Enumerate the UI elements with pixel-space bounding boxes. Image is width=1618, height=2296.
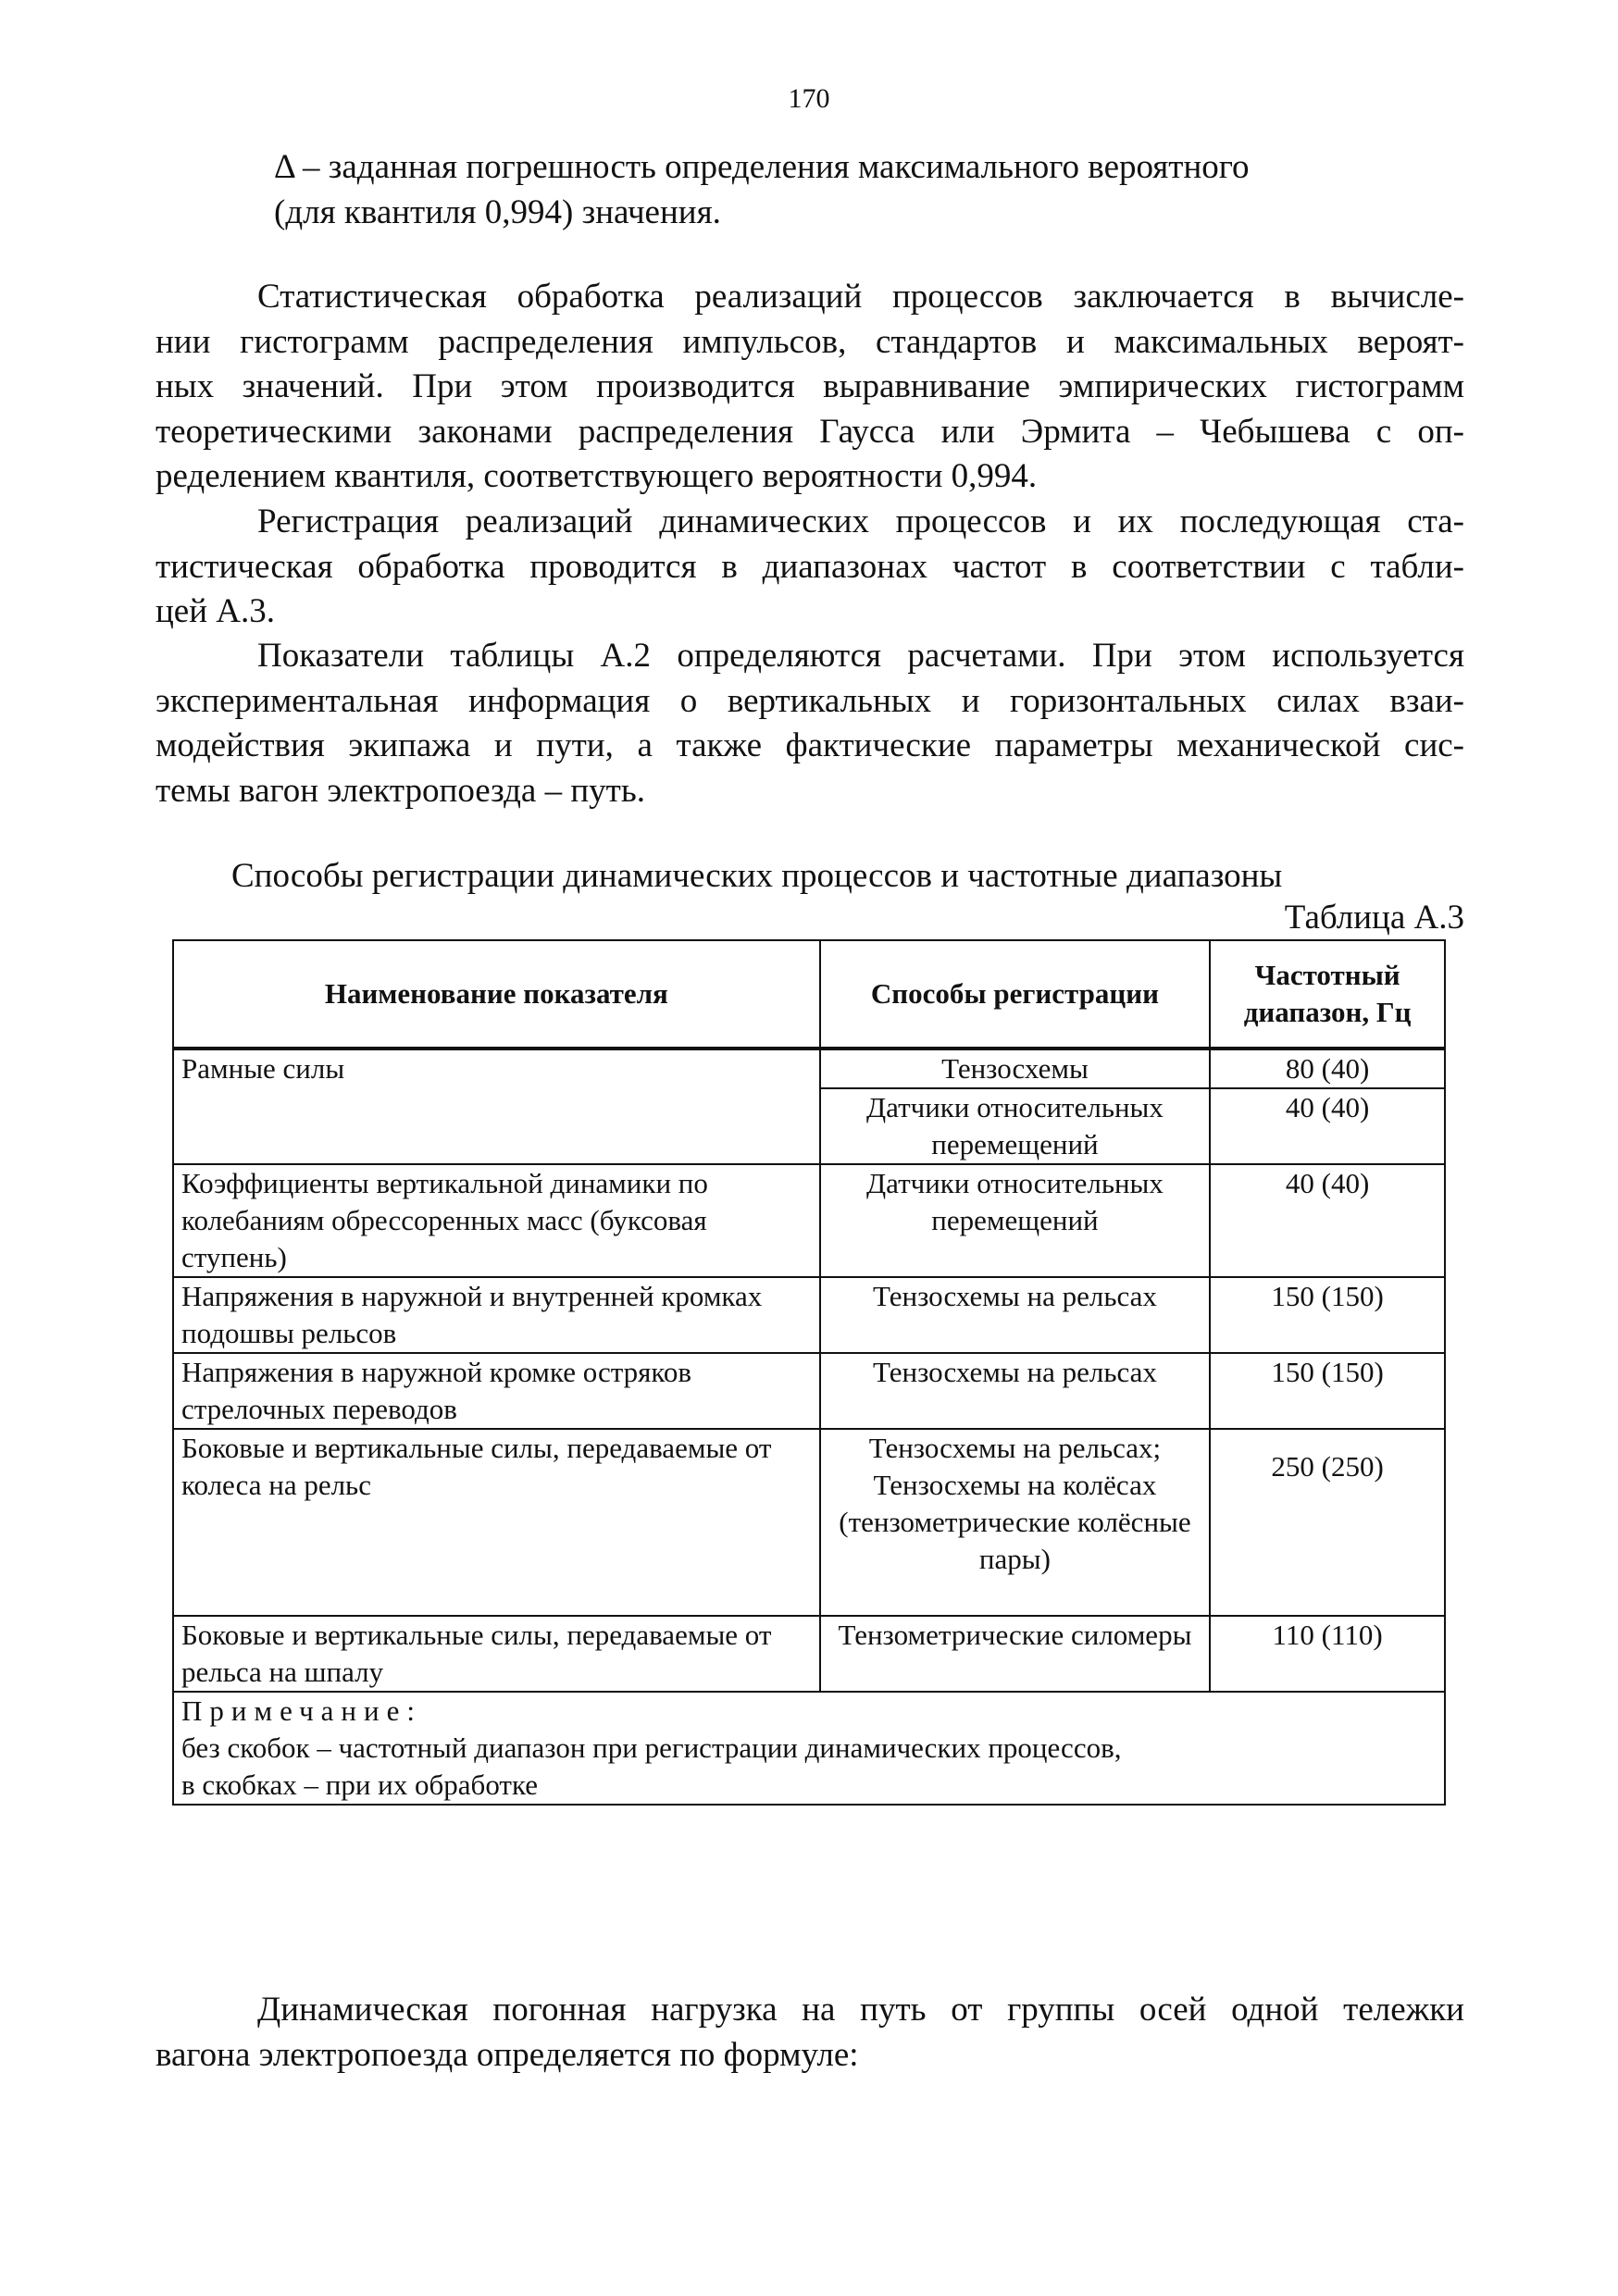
- table-row: [173, 1164, 1445, 1277]
- definition-line: Δ – заданная погрешность определения максимального вероятного: [274, 148, 1250, 186]
- text-line: нии гистограмм распределения импульсов, стандартов и максимальных вероят-: [156, 322, 1464, 361]
- table-caption: Способы регистрации динамических процессов и частотные диапазоны: [231, 857, 1283, 895]
- indicator-name-cell: Рамные силы: [173, 1049, 820, 1164]
- text-line: Статистическая обработка реализаций процессов заключается в вычисле-: [257, 278, 1464, 316]
- definition-text: [274, 145, 1477, 235]
- header-frequency-range: Частотный диапазон, Гц: [1210, 940, 1445, 1049]
- paragraph-indicators: [156, 634, 1464, 813]
- method-cell: Тензосхемы на рельсах: [820, 1277, 1211, 1353]
- text-line: Регистрация реализаций динамических процессов и их последующая ста-: [257, 503, 1464, 540]
- table-label: Таблица А.3: [1284, 899, 1464, 937]
- table-row: [173, 1429, 1445, 1616]
- method-cell: Датчики относительных перемещений: [820, 1164, 1211, 1277]
- note-line: без скобок – частотный диапазон при регистрации динамических процессов,: [181, 1731, 1122, 1764]
- indicator-name-cell: Боковые и вертикальные силы, передаваемые от колеса на рельс: [173, 1429, 820, 1616]
- table-row: [173, 1616, 1445, 1692]
- paragraph-formula-intro: [156, 1988, 1464, 2078]
- text-line: Динамическая погонная нагрузка на путь от группы осей одной тележки: [257, 1991, 1464, 2029]
- frequency-cell: 150 (150): [1210, 1353, 1445, 1429]
- text-line: темы вагон электропоезда – путь.: [156, 771, 645, 810]
- frequency-table: [172, 939, 1446, 1806]
- text-line: вагона электропоезда определяется по формуле:: [156, 2035, 859, 2074]
- indicator-name-cell: Коэффициенты вертикальной динамики по колебаниям обрессоренных масс (буксовая ступень): [173, 1164, 820, 1277]
- text-line: тистическая обработка проводится в диапазонах частот в соответствии с табли-: [156, 547, 1464, 586]
- frequency-cell: 40 (40): [1210, 1164, 1445, 1277]
- indicator-name-cell: Напряжения в наружной кромке остряков стрелочных переводов: [173, 1353, 820, 1429]
- table-note-row: [173, 1692, 1445, 1805]
- paragraph-statistics: [156, 275, 1464, 500]
- table-row: [173, 1353, 1445, 1429]
- text-line: ных значений. При этом производится выравнивание эмпирических гистограмм: [156, 367, 1464, 405]
- paragraph-registration: [156, 500, 1464, 635]
- frequency-cell: 250 (250): [1210, 1429, 1445, 1616]
- note-line: в скобках – при их обработке: [181, 1769, 539, 1801]
- table-header-row: [173, 940, 1445, 1049]
- header-registration-method: Способы регистрации: [820, 940, 1211, 1049]
- frequency-cell: 80 (40): [1210, 1049, 1445, 1088]
- indicator-name-cell: Напряжения в наружной и внутренней кромках подошвы рельсов: [173, 1277, 820, 1353]
- table-row: [173, 1049, 1445, 1088]
- page-number: 170: [788, 83, 830, 114]
- method-cell: Тензометрические силомеры: [820, 1616, 1211, 1692]
- method-cell: Тензосхемы: [820, 1049, 1211, 1088]
- definition-line: (для квантиля 0,994) значения.: [274, 192, 721, 231]
- header-indicator-name: Наименование показателя: [173, 940, 820, 1049]
- note-title: Примечание:: [181, 1694, 422, 1727]
- method-cell: Тензосхемы на рельсах: [820, 1353, 1211, 1429]
- indicator-name-cell: Боковые и вертикальные силы, передаваемые от рельса на шпалу: [173, 1616, 820, 1692]
- text-line: ределением квантиля, соответствующего вероятности 0,994.: [156, 457, 1038, 495]
- table-row: [173, 1277, 1445, 1353]
- frequency-cell: 40 (40): [1210, 1088, 1445, 1164]
- text-line: модействия экипажа и пути, а также фактические параметры механической сис-: [156, 726, 1464, 764]
- frequency-cell: 110 (110): [1210, 1616, 1445, 1692]
- text-line: экспериментальная информация о вертикальных и горизонтальных силах взаи-: [156, 681, 1464, 720]
- text-line: Показатели таблицы А.2 определяются расчетами. При этом используется: [257, 637, 1464, 675]
- frequency-cell: 150 (150): [1210, 1277, 1445, 1353]
- text-line: теоретическими законами распределения Гаусса или Эрмита – Чебышева с оп-: [156, 412, 1464, 451]
- method-cell: Датчики относительных перемещений: [820, 1088, 1211, 1164]
- method-cell: Тензосхемы на рельсах; Тензосхемы на колёсах (тензометрические колёсные пары): [820, 1429, 1211, 1616]
- text-line: цей А.3.: [156, 592, 275, 630]
- table-note: [173, 1692, 1445, 1805]
